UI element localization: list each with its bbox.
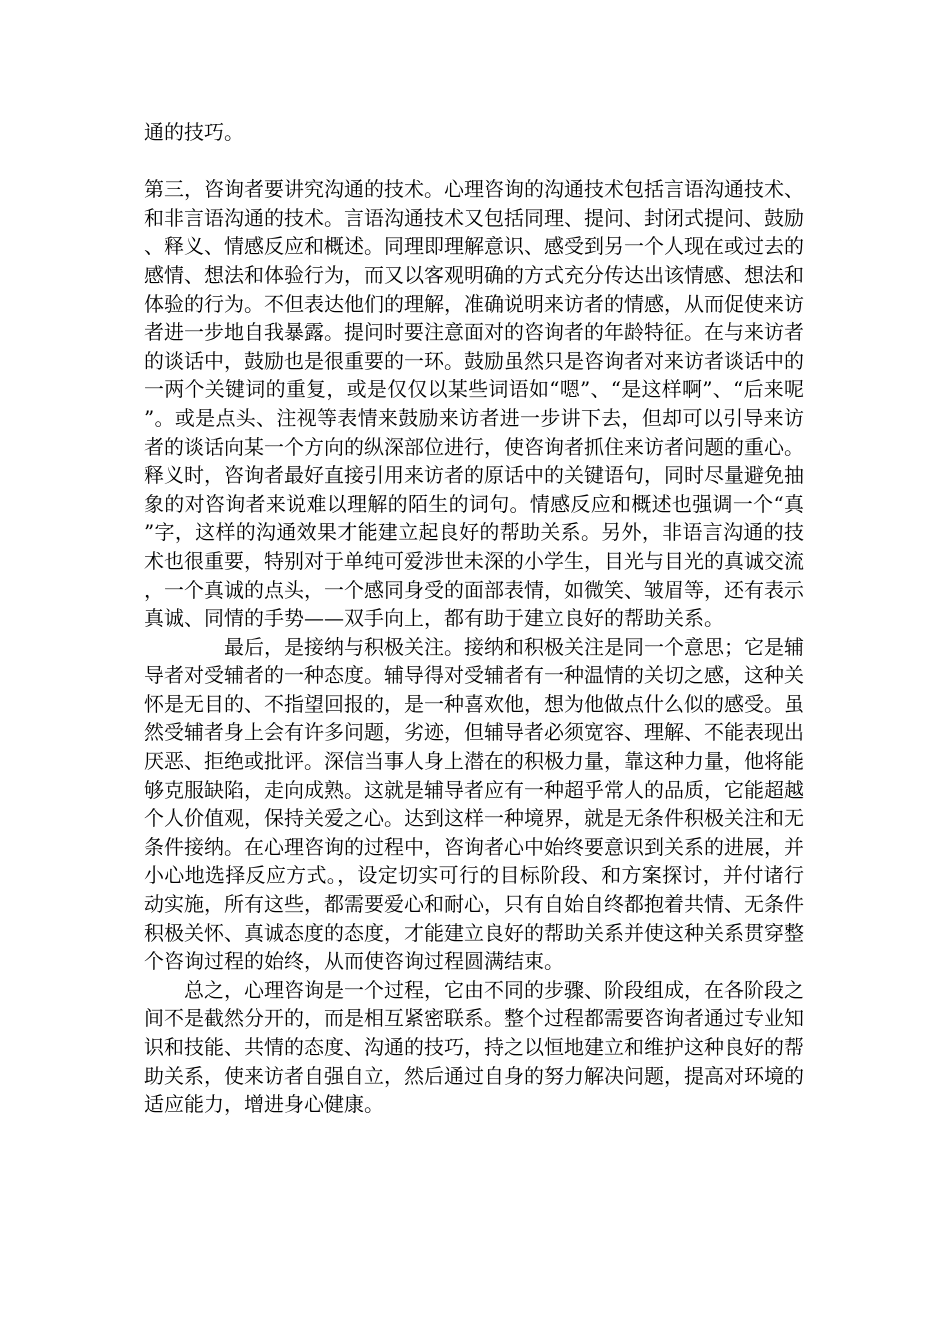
- paragraph-spacer: [144, 147, 804, 176]
- paragraph-communication-techniques: 第三，咨询者要讲究沟通的技术。心理咨询的沟通技术包括言语沟通技术、和非言语沟通的技术。言语沟通技术又包括同理、提问、封闭式提问、鼓励、释义、情感反应和概述。同理即理解意识、感受到另一个人现在或过去的感情、想法和体验行为，而又以客观明确的方式充分传达出该情感、想法和体验的行为。不但表达他们的理解，准确说明来访者的情感，从而促使来访者进一步地自我暴露。提问时要注意面对的咨询者的年龄特征。在与来访者的谈话中，鼓励也是很重要的一环。鼓励虽然只是咨询者对来访者谈话中的一两个关键词的重复，或是仅仅以某些词语如“嗯”、“是这样啊”、“后来呢”。或是点头、注视等表情来鼓励来访者进一步讲下去，但却可以引导来访者的谈话向某一个方向的纵深部位进行，使咨询者抓住来访者问题的重心。释义时，咨询者最好直接引用来访者的原话中的关键语句，同时尽量避免抽象的对咨询者来说难以理解的陌生的词句。情感反应和概述也强调一个“真”字，这样的沟通效果才能建立起良好的帮助关系。另外，非语言沟通的技术也很重要，特别对于单纯可爱涉世未深的小学生，目光与目光的真诚交流，一个真诚的点头，一个感同身受的面部表情，如微笑、皱眉等，还有表示真诚、同情的手势——双手向上，都有助于建立良好的帮助关系。: [144, 177, 804, 631]
- paragraph-conclusion: 总之，心理咨询是一个过程，它由不同的步骤、阶段组成，在各阶段之间不是截然分开的，而是相互紧密联系。整个过程都需要咨询者通过专业知识和技能、共情的态度、沟通的技巧，持之以恒地建立和维护这种良好的帮助关系，使来访者自强自立，然后通过自身的努力解决问题，提高对环境的适应能力，增进身心健康。: [144, 977, 804, 1117]
- paragraph-acceptance-positive-regard: 最后，是接纳与积极关注。接纳和积极关注是同一个意思；它是辅导者对受辅者的一种态度。辅导得对受辅者有一种温情的关切之感，这种关怀是无目的、不指望回报的，是一种喜欢他，想为他做点什么似的感受。虽然受辅者身上会有许多问题，劣迹，但辅导者必须宽容、理解、不能表现出厌恶、拒绝或批评。深信当事人身上潜在的积极力量，靠这种力量，他将能够克服缺陷，走向成熟。这就是辅导者应有一种超乎常人的品质，它能超越个人价值观，保持关爱之心。达到这样一种境界，就是无条件积极关注和无条件接纳。在心理咨询的过程中，咨询者心中始终要意识到关系的进展，并小心地选择反应方式。，设定切实可行的目标阶段、和方案探讨，并付诸行动实施，所有这些，都需要爱心和耐心，只有自始自终都抱着共情、无条件积极关怀、真诚态度的态度，才能建立良好的帮助关系并使这种关系贯穿整个咨询过程的始终，从而使咨询过程圆满结束。: [144, 634, 804, 974]
- paragraph-continuation: 通的技巧。: [144, 120, 244, 144]
- document-body: [144, 118, 804, 1119]
